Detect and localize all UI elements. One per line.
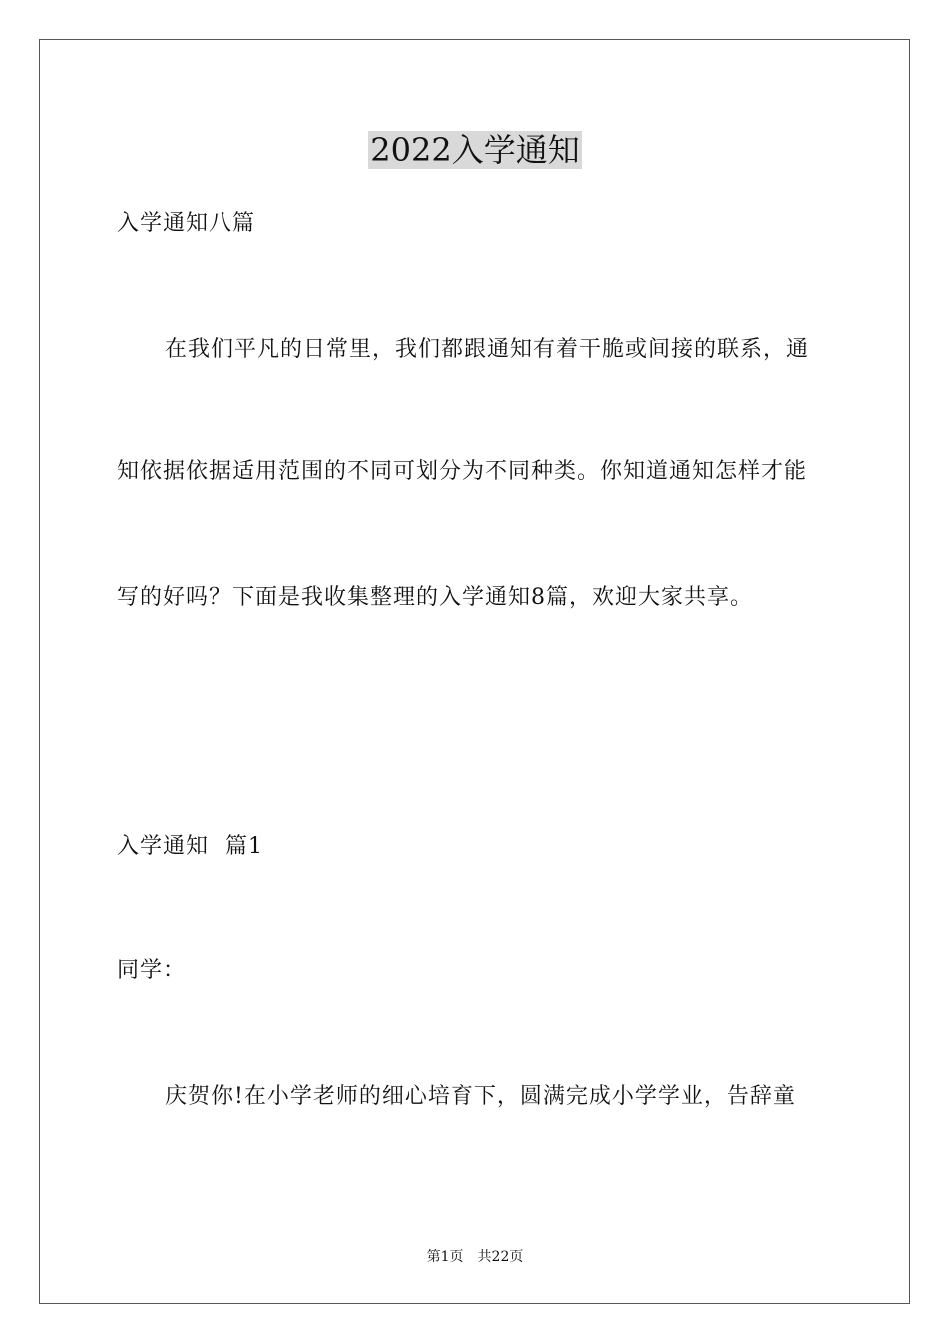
paragraph-line-1: 在我们平凡的日常里，我们都跟通知有着干脆或间接的联系，通: [165, 337, 810, 362]
section-heading: 入学通知 篇1: [117, 834, 263, 859]
page-total: 共22页: [477, 1249, 524, 1265]
page-number: 第1页: [426, 1249, 464, 1265]
body-line: 庆贺你!在小学老师的细心培育下，圆满完成小学学业，告辞童: [165, 1084, 796, 1109]
page-footer: [0, 1247, 950, 1267]
paragraph-line-3: 写的好吗？下面是我收集整理的入学通知8篇，欢迎大家共享。: [117, 585, 753, 610]
paragraph-line-2: 知依据依据适用范围的不同可划分为不同种类。你知道通知怎样才能: [117, 459, 808, 484]
document-title: [0, 128, 950, 172]
document-subtitle: 入学通知八篇: [117, 211, 256, 236]
document-title-text: 2022入学通知: [370, 131, 580, 169]
salutation: 同学：: [117, 958, 187, 983]
